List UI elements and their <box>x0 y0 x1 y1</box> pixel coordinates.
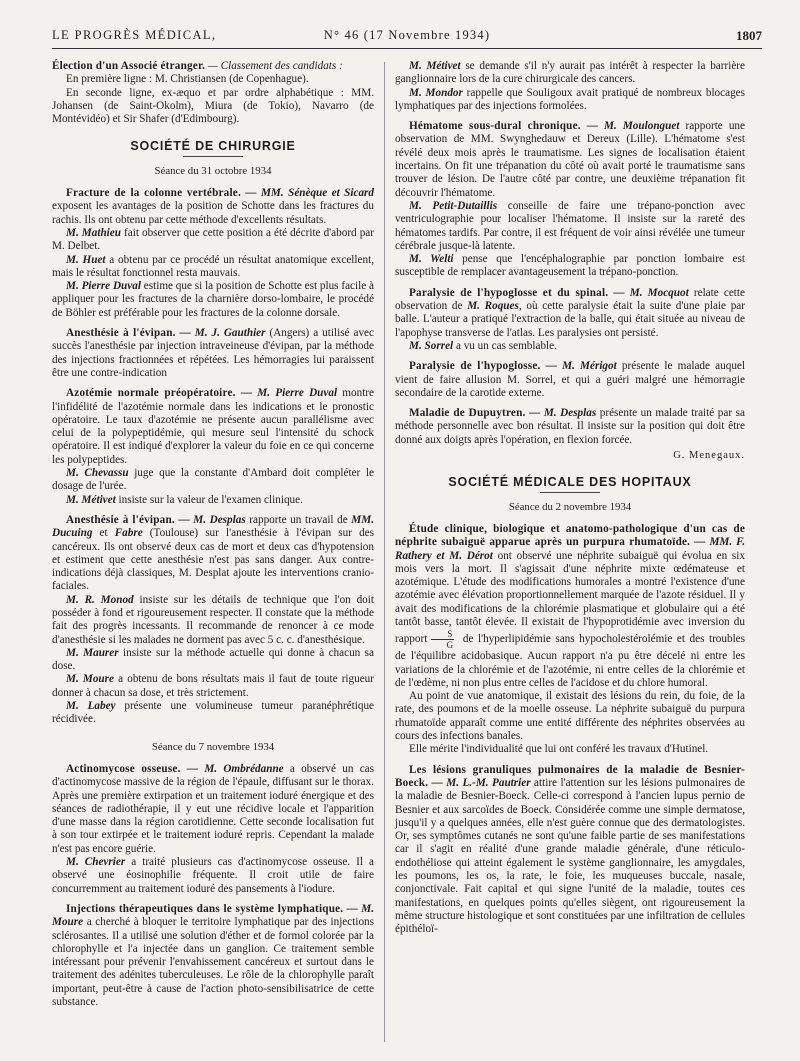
paragraph-labey <box>52 700 374 727</box>
paragraph-text: pense que l'encéphalographie par ponction lombaire est susceptible de remplacer avantageusement la trépano-ponction. <box>395 253 745 279</box>
fraction-numerator: S <box>431 629 454 640</box>
author-name: M. R. Monod <box>66 593 134 606</box>
author-name: M. Huet <box>66 253 106 266</box>
paragraph-paralysie-1 <box>395 287 745 340</box>
seance-date: Séance du 2 novembre 1934 <box>508 500 632 513</box>
paragraph-text: présente une volumineuse tumeur paranéphrétique récidivée. <box>52 700 375 726</box>
author-name: M. Moure <box>66 673 114 686</box>
author-name: — M. Mérigot <box>540 360 617 373</box>
paragraph-text: a obtenu de bons résultats mais il faut de toute rigueur donner à chacun sa dose, et très strictement. <box>52 673 374 699</box>
author-name: M. Métivet <box>409 60 461 72</box>
article-title: Étude clinique, biologique et anatomo-pathologique d'un cas de néphrite subaiguë apparue après un purpura rhumatoïde. <box>395 522 745 549</box>
section-title-chirurgie: SOCIÉTÉ DE CHIRURGIE <box>130 139 296 154</box>
paragraph-text: de l'hyperlipidémie sans hypocholestérolémie et des troubles de l'équilibre acidobasique. Aucun rapport n'a pu être décelé ni entre les variations de la chlorémie et de l'azotémie, ni entre celles de la chlorémie et de l'œdème, ni non plus entre celles de l'acidose et du chlore humoral. <box>395 633 745 689</box>
paragraph-text: ont observé une néphrite subaiguë qui évolua en six mois vers la mort. Il s'agissait d'une néphrite mixte œdémateuse et azotémique. L'étude des modifications humorales a montré l'existence d'une azotémie avec élévation proportionnellement marquée de l'azote résiduel. Il y avait des modifications de la chlorémie plasmatique et globulaire qui a été tantôt basse, tantôt élevée. Il existait de l'hypoprotidémie avec inversion du rapport <box>395 549 745 646</box>
paragraph-maurer <box>52 647 374 674</box>
author-name: M. Welti <box>409 253 454 266</box>
paragraph-anesthesie-1 <box>52 327 374 380</box>
author-name: M. Petit-Dutaillis <box>409 199 498 212</box>
author-name: M. Maurer <box>66 646 119 659</box>
paragraph-hematome <box>395 120 745 200</box>
paragraph-injections <box>52 903 374 1009</box>
paragraph-fracture <box>52 187 374 227</box>
paragraph-text: insiste sur les détails de technique que l'on doit posséder à fond et rigoureusement respecter. Il constate que la méthode fait des progrès incessants. Il recommande de renoncer à ce mode d'anesthésie si les malades ne dorment pas avec 5 c. c. d'anesthésique. <box>52 593 374 646</box>
signature: G. Menegaux. <box>673 450 745 462</box>
paragraph-etude-conclusion: Elle mérite l'individualité que lui ont conféré les travaux d'Hutinel. <box>409 743 709 756</box>
journal-title: LE PROGRÈS MÉDICAL, <box>52 28 217 42</box>
article-title: Maladie de Dupuytren. <box>409 407 526 420</box>
author-name: M. Sorrel <box>409 339 454 352</box>
paragraph-metivet-2 <box>395 60 745 87</box>
paragraph-text: a vu un cas semblable. <box>453 339 557 352</box>
author-name: M. Mondor <box>409 86 463 99</box>
election-line-1: En première ligne : M. Christiansen (de Copenhague). <box>66 73 309 86</box>
paragraph-text: juge que la constante d'Ambard doit compléter le dosage de l'urée. <box>52 467 374 493</box>
author-name: — M. Moure <box>52 902 375 929</box>
paragraph-moure <box>52 673 374 700</box>
paragraph-text: rappelle que Souligoux avait pratiqué de nombreux blocages lymphatiques par des injections formolées. <box>395 86 745 112</box>
article-title: Fracture de la colonne vertébrale. <box>66 187 241 200</box>
paragraph-text: et <box>92 527 115 540</box>
paragraph-paralysie-2 <box>395 360 745 400</box>
author-name: — M. Pierre Duval <box>235 387 338 400</box>
paragraph-text: a traité plusieurs cas d'actinomycose osseuse. Il a observé une éosinophilie fréquente. Il croit utile de faire concurremment au traitement ioduré des pansements à l'iodure. <box>52 856 375 895</box>
paragraph-text: fait observer que cette position a été décrite d'abord par M. Delbet. <box>52 226 374 253</box>
author-name: M. Métivet <box>66 493 116 506</box>
paragraph-lesions <box>395 764 745 937</box>
fraction-denominator: G <box>446 640 454 651</box>
author-name: — M. Ombrédanne <box>180 762 284 775</box>
author-name: — MM. F. Rathery et M. Dérot <box>395 536 745 562</box>
article-title: Actinomycose osseuse. <box>66 762 181 775</box>
paragraph-text: insiste sur la méthode actuelle qui donne à chacun sa dose. <box>52 646 374 673</box>
article-title: Hématome sous-dural chronique. <box>409 120 581 133</box>
left-column <box>52 60 374 1009</box>
paragraph-text: a cherché à bloquer le territoire lymphatique par des injections sclérosantes. Il a utilisé une solution d'éther et de formol colorée par la chlorophylle et l'a injectée dans un ganglion. Ce traitement semble intéressant pour prévenir l'envahissement cancéreux et surtout dans le traitement des adénites tuberculeuses. Le rôle de la chlorophylle paraît important, peut-être à cause de l'action photo-sensibilisatrice de cette substance. <box>52 916 374 1008</box>
issue-info: N° 46 (17 Novembre 1934) <box>323 28 491 42</box>
paragraph-chevrier <box>52 856 374 896</box>
article-title: Anesthésie à l'évipan. <box>66 327 176 340</box>
author-name: Fabre <box>114 527 143 540</box>
paragraph-text: se demande s'il n'y aurait pas intérêt à respecter la barrière ganglionnaire lors de la cure chirurgicale des cancers. <box>395 60 745 86</box>
paragraph-etude <box>395 523 745 690</box>
paragraph-text: conseille de faire une trépano-ponction avec ventriculographie pour localiser l'hématome. Il insiste sur la rareté des hématomes tardifs. Par contre, il est fréquent de voir ainsi révélée une tumeur cérébrale jusque-là latente. <box>395 199 745 252</box>
paragraph-text: présente un malade traité par sa méthode personnelle avec bon résultat. Il insiste sur la position qui doit être donné aux doigts après l'opération, en flexion forcée. <box>395 407 745 446</box>
paragraph-text: exposent les avantages de la position de Schotte dans les fractures du rachis. Ils ont obtenu par cette méthode d'excellents résultats. <box>52 200 374 226</box>
paragraph-text: a observé un cas d'actinomycose massive de la région de l'épaule, diffusant sur le thorax. Après une première extirpation et un traitement ioduré énergique et des séances de radiothérapie, il y eut une récidive locale et l'apparition d'une masse dans la région carotidienne. Cette seconde localisation fut à son tour extirpée et le traitement ioduré repris. Cependant la malade n'est pas encore guérie. <box>52 762 374 855</box>
paragraph-text: relate cette observation de <box>395 286 745 313</box>
paragraph-chevassu <box>52 467 374 494</box>
paragraph-welti <box>395 253 745 280</box>
article-title: Anesthésie à l'évipan. <box>66 513 175 526</box>
paragraph-mathieu <box>52 227 374 254</box>
section-rule <box>183 156 243 157</box>
paragraph-text: (Angers) a utilisé avec succès l'anesthésie par injection intraveineuse d'évipan, par la méthode des injections fractionnées et répétées. Les hémorragies lui paraissent être une contre-indication <box>52 327 374 379</box>
paragraph-text: présente le malade auquel vient de faire allusion M. Sorrel, et qui a guéri malgré une hémorragie secondaire de la carotide externe. <box>395 360 745 399</box>
paragraph-metivet <box>52 494 374 507</box>
paragraph-text: insiste sur la valeur de l'examen clinique. <box>115 493 303 506</box>
article-title: Paralysie de l'hypoglosse et du spinal. <box>409 286 609 299</box>
section-rule <box>540 492 600 493</box>
section-title-hopitaux: SOCIÉTÉ MÉDICALE DES HOPITAUX <box>448 475 692 490</box>
right-column <box>395 60 745 937</box>
author-name: — MM. Sénèque et Sicard <box>240 187 375 200</box>
author-name: M. Chevrier <box>66 856 126 869</box>
author-name: MM. Ducuing <box>52 513 374 540</box>
article-title: Les lésions granuliques pulmonaires de la maladie de Besnier-Boeck. <box>395 763 745 789</box>
paragraph-text: estime que si la position de Schotte est plus facile à appliquer pour les fractures de la charnière dorso-lombaire, le procédé de Böhler est préférable pour les fractures de la colonne dorsale. <box>52 280 374 319</box>
author-name: — M. Mocquot <box>608 286 689 299</box>
paragraph-text: rapporte une observation de MM. Swynghedauw et Dereux (Lille). L'hématome s'est révélé deux mois après le traumatisme. Les signes de localisation étaient incertains. On fit une trépanation du côté où avait porté le traumatisme sans trouver de lésion. De l'autre côté par contre, une deuxième trépanation fit découvrir l'hématome. <box>395 120 745 199</box>
author-name: — M. L.-M. Pautrier <box>428 776 531 789</box>
page-number: 1807 <box>736 28 762 43</box>
election-subtitle: — Classement des candidats : <box>205 60 343 72</box>
author-name: M. Roques <box>467 300 519 313</box>
header-rule <box>52 48 762 49</box>
author-name: — M. Desplas <box>174 513 246 526</box>
election-heading <box>52 60 374 73</box>
paragraph-dupuytren <box>395 407 745 447</box>
paragraph-petit-dutaillis <box>395 200 745 253</box>
paragraph-anesthesie-2 <box>52 514 374 594</box>
paragraph-etude-anatomie: Au point de vue anatomique, il existait des lésions du rein, du foie, de la rate, des poumons et de la moelle osseuse. La néphrite subaiguë du purpura rhumatoïde apparaît comme une entité différente des néphrites observées au cours des infections banales. <box>395 690 745 743</box>
paragraph-huet <box>52 254 374 281</box>
paragraph-text: rapporte un travail de <box>245 513 352 526</box>
author-name: — M. Desplas <box>525 407 597 420</box>
paragraph-duval <box>52 280 374 320</box>
article-title: Paralysie de l'hypoglosse. <box>409 360 541 373</box>
paragraph-text: a obtenu par ce procédé un résultat anatomique excellent, mais le résultat fonctionnel resta mauvais. <box>52 253 374 279</box>
author-name: M. Labey <box>66 700 116 713</box>
election-title: Élection d'un Associé étranger. <box>52 60 206 72</box>
seance-date: Séance du 31 octobre 1934 <box>154 164 272 177</box>
election-line-2: En seconde ligne, ex-æquo et par ordre alphabétique : MM. Johansen (de Saint-Okolm), Miura (de Tokio), Navarro (de Montévidéo) et Sir Shafer (d'Edimbourg). <box>52 86 374 126</box>
author-name: M. Mathieu <box>66 226 121 239</box>
column-divider <box>384 62 385 1042</box>
paragraph-sorrel <box>395 340 745 353</box>
paragraph-text: montre l'infidélité de l'azotémie normale dans les indications et le pronostic opératoire. Le taux d'azotémie ne présente aucun parallélisme avec celui de la polypeptidémie, qui mesure seul l'intensité du schock opératoire. Il est indiqué d'explorer la valeur du foie en ce qui concerne les polypeptides. <box>52 387 374 466</box>
article-title: Azotémie normale préopératoire. <box>66 387 236 400</box>
paragraph-actinomycose <box>52 763 374 856</box>
seance-date: Séance du 7 novembre 1934 <box>151 740 275 753</box>
paragraph-azotemie <box>52 387 374 467</box>
ratio-fraction <box>431 629 454 650</box>
page-header <box>52 28 762 50</box>
author-name: M. Pierre Duval <box>66 280 141 293</box>
author-name: — M. J. Gauthier <box>175 327 266 340</box>
author-name: M. Chevassu <box>66 467 129 480</box>
paragraph-text: , où cette paralysie était la suite d'une plaie par balle. L'auteur a pratiqué l'extraction de la balle, qui était située au niveau de l'apophyse transverse de l'atlas. Les paralysies ont persisté. <box>395 300 745 339</box>
paragraph-monod <box>52 594 374 647</box>
paragraph-text: attire l'attention sur les lésions pulmonaires de la maladie de Besnier-Boeck. Celle-ci correspond à l'ancien lupus pernio de Besnier et aux sarcoïdes de Boeck. Considérée comme une simple dermatose, jusqu'il y a quelques années, elle n'est guère connue que des dermatologistes. Or, ses symptômes cutanés ne sont qu'une faible partie de ses manifestations car il s'agit en réalité d'une grande maladie générale, d'une réticulo-endothéliose qui atteint également le système ganglionnaire, les amygdales, les poumons, les os, la rate, le foie, les muqueuses buccale, nasale, conjonctivale. Fait capital et qui signe l'unité de la maladie, toutes ces manifestations, en quelques points qu'elles siègent, ont rigoureusement la même structure histologique et sont constituées par une infiltration de cellules épithéloï- <box>395 776 745 936</box>
article-title: Injections thérapeutiques dans le système lymphatique. <box>66 902 344 915</box>
author-name: — M. Moulonguet <box>580 120 680 133</box>
paragraph-text: (Toulouse) sur l'anesthésie à l'évipan sur des cancéreux. Ils ont observé deux cas de mort et deux cas d'hypotension et estiment que cette anesthésie n'est pas sans danger. Aux contre-indications déjà classiques, M. Desplat ajoute les interventions cranio-faciales. <box>52 527 375 593</box>
paragraph-mondor <box>395 87 745 114</box>
